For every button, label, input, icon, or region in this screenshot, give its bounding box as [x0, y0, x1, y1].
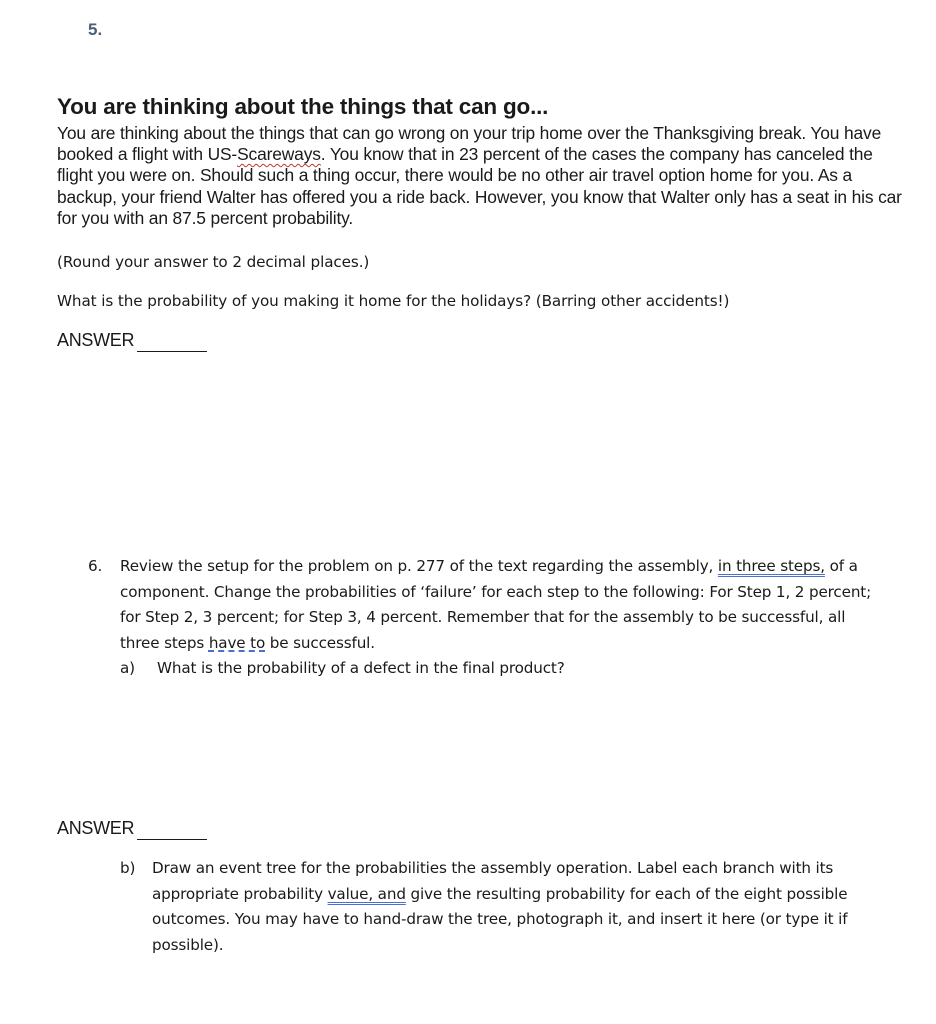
question-6-text-part3: be successful. [265, 633, 375, 652]
part-b-text-part1: Draw an event tree for the probabilities the assembly operation. Label each branch with its appropriate probability [152, 859, 834, 903]
question-5-heading: You are thinking about the things that can go... [57, 94, 549, 119]
question-5-number: 5. [88, 20, 103, 39]
question-5-answer [57, 330, 207, 352]
question-6-text-part2: of a component. Change the probabilities of ‘failure’ for each step to the following: For Step 1, 2 percent; for Step 2, 3 percent; for Step 3, 4 percent. Remember that for the assembly to be successful, all three steps [120, 557, 872, 652]
question-5-prompt: What is the probability of you making it home for the holidays? (Barring other accidents!) [57, 292, 730, 310]
question-6-block [88, 554, 888, 656]
grammar-flagged-phrase: value, and [327, 884, 406, 903]
question-6-text [120, 554, 888, 656]
part-b-text-part2: give the resulting probability for each of the eight possible outcomes. You may have to hand-draw the tree, photograph it, and insert it here (or type it if possible). [152, 884, 848, 954]
answer-blank-line [137, 818, 207, 840]
question-6-text-part1: Review the setup for the problem on p. 277 of the text regarding the assembly, [120, 557, 718, 575]
part-b-label: b) [120, 859, 136, 877]
part-a-label: a) [120, 659, 135, 677]
spellcheck-flagged-word: Scareways [237, 144, 321, 165]
answer-blank-line [137, 330, 207, 352]
part-b-text [152, 856, 880, 958]
answer-label: ANSWER [57, 818, 135, 838]
question-5-paragraph [57, 123, 907, 229]
question-6-number: 6. [88, 557, 103, 575]
question-5-paragraph-part2: . You know that in 23 percent of the cases the company has canceled the flight you were on. Should such a thing occur, there would be no other air travel option home for you. As a backup, your friend Walter has offered you a ride back. However, you know that Walter only has a seat in his car for you with an 87.5 percent probability. [57, 144, 902, 228]
answer-label: ANSWER [57, 330, 135, 350]
question-6-answer [57, 818, 207, 840]
part-b-block [120, 856, 880, 958]
style-flagged-phrase: have to [208, 633, 266, 652]
grammar-flagged-phrase: in three steps, [717, 557, 825, 575]
rounding-instruction: (Round your answer to 2 decimal places.) [57, 253, 370, 271]
question-5-paragraph-part1: You are thinking about the things that can go wrong on your trip home over the Thanksgiving break. You have booked a flight with US- [57, 123, 882, 165]
part-a-question: What is the probability of a defect in the final product? [157, 659, 565, 677]
